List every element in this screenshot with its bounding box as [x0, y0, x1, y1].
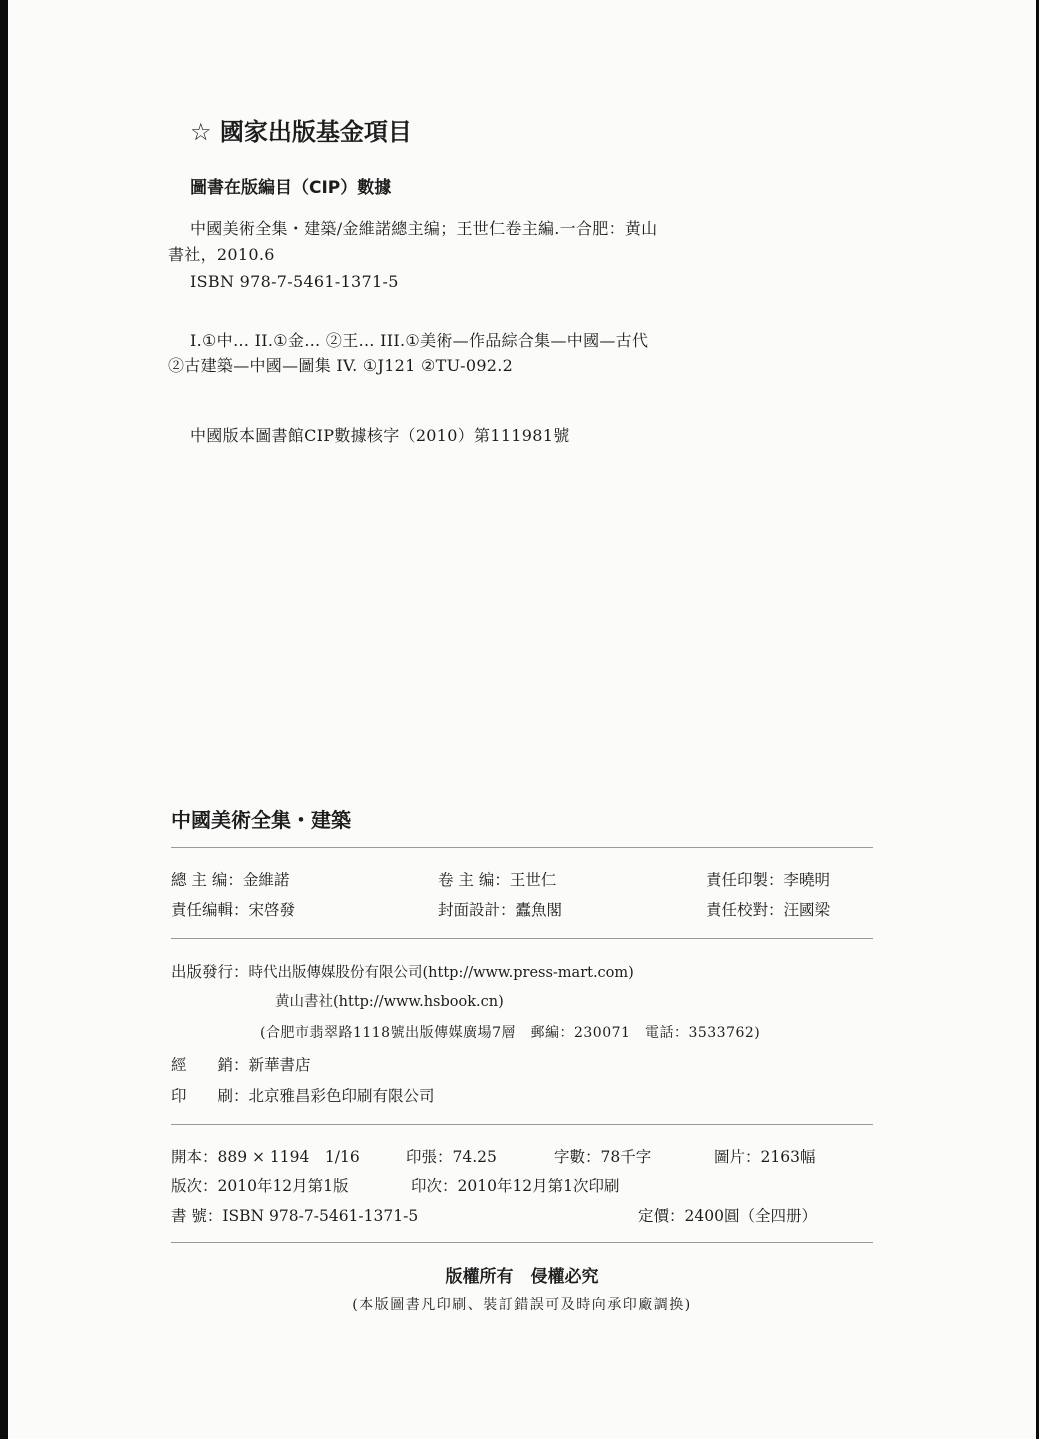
printer-label: 印 刷：	[171, 1087, 249, 1105]
spec-book-number: 書 號：ISBN 978-7-5461-1371-5	[171, 1207, 419, 1225]
editor-value: 李曉明	[783, 871, 831, 889]
cip-isbn: ISBN 978-7-5461-1371-5	[190, 272, 399, 291]
book-title: 中國美術全集・建築	[171, 808, 351, 832]
editor-value: 蠹魚閣	[515, 901, 563, 919]
cip-class-line-1: I.①中… II.①金… ②王… III.①美術—作品綜合集—中國—古代	[190, 331, 649, 350]
divider	[171, 1242, 873, 1243]
editor-responsible	[171, 898, 295, 920]
publisher-line-1	[171, 960, 634, 982]
spec-sheets: 印張：74.25	[406, 1148, 497, 1166]
editor-cover-design	[438, 898, 562, 920]
printer-value: 北京雅昌彩色印刷有限公司	[248, 1087, 435, 1105]
editor-label: 總 主 编：	[171, 871, 243, 889]
spec-pictures: 圖片：2163幅	[714, 1148, 816, 1166]
distributor-value: 新華書店	[248, 1056, 311, 1074]
editor-proofreading	[706, 898, 830, 920]
editor-value: 宋啓發	[248, 901, 296, 919]
spec-price: 定價：2400圓（全四册）	[638, 1207, 817, 1225]
publisher-line-2: 黄山書社(http://www.hsbook.cn)	[275, 994, 504, 1010]
divider	[171, 1124, 873, 1125]
editor-value: 王世仁	[509, 871, 557, 889]
editor-label: 責任编輯：	[171, 901, 249, 919]
editor-label: 責任印製：	[706, 871, 784, 889]
spec-format: 開本：889 × 1194 1/16	[171, 1148, 360, 1166]
publisher-label: 出版發行：	[171, 963, 249, 981]
editor-label: 封面設計：	[438, 901, 516, 919]
editor-chief	[171, 868, 289, 890]
rights-statement: 版權所有 侵權必究	[445, 1267, 599, 1287]
cip-heading: 圖書在版編目（CIP）數據	[190, 178, 392, 198]
editor-label: 卷 主 编：	[438, 871, 510, 889]
editor-printing	[706, 868, 830, 890]
editor-volume	[438, 868, 556, 890]
publisher-address: (合肥市翡翠路1118號出版傳媒廣場7層 郵編：230071 電話：3533762)	[260, 1025, 761, 1041]
star-icon: ☆	[190, 118, 212, 146]
spec-words: 字數：78千字	[554, 1148, 652, 1166]
printer	[171, 1084, 435, 1106]
cip-line-1: 中國美術全集・建築/金維諾總主编；王世仁卷主編.一合肥：黄山	[190, 219, 658, 238]
spec-edition: 版次：2010年12月第1版	[171, 1177, 349, 1195]
project-title	[190, 112, 412, 147]
publisher-name: 時代出版傳媒股份有限公司(http://www.press-mart.com)	[248, 965, 634, 981]
project-title-text: 國家出版基金項目	[219, 118, 412, 146]
distributor-label: 經 銷：	[171, 1056, 249, 1074]
cip-class-line-2: ②古建築—中國—圖集 IV. ①J121 ②TU-092.2	[168, 356, 514, 375]
cip-line-2: 書社，2010.6	[168, 245, 275, 264]
rights-note: (本版圖書凡印刷、裝訂錯誤可及時向承印廠調换)	[352, 1297, 692, 1313]
spec-printing: 印次：2010年12月第1次印刷	[411, 1177, 620, 1195]
editor-value: 汪國梁	[783, 901, 831, 919]
cip-core-number: 中國版本圖書館CIP數據核字（2010）第111981號	[190, 426, 570, 445]
divider	[171, 938, 873, 939]
distributor	[171, 1053, 311, 1075]
divider	[171, 847, 873, 848]
copyright-page	[8, 0, 1036, 1439]
editor-label: 責任校對：	[706, 901, 784, 919]
editor-value: 金維諾	[242, 871, 290, 889]
